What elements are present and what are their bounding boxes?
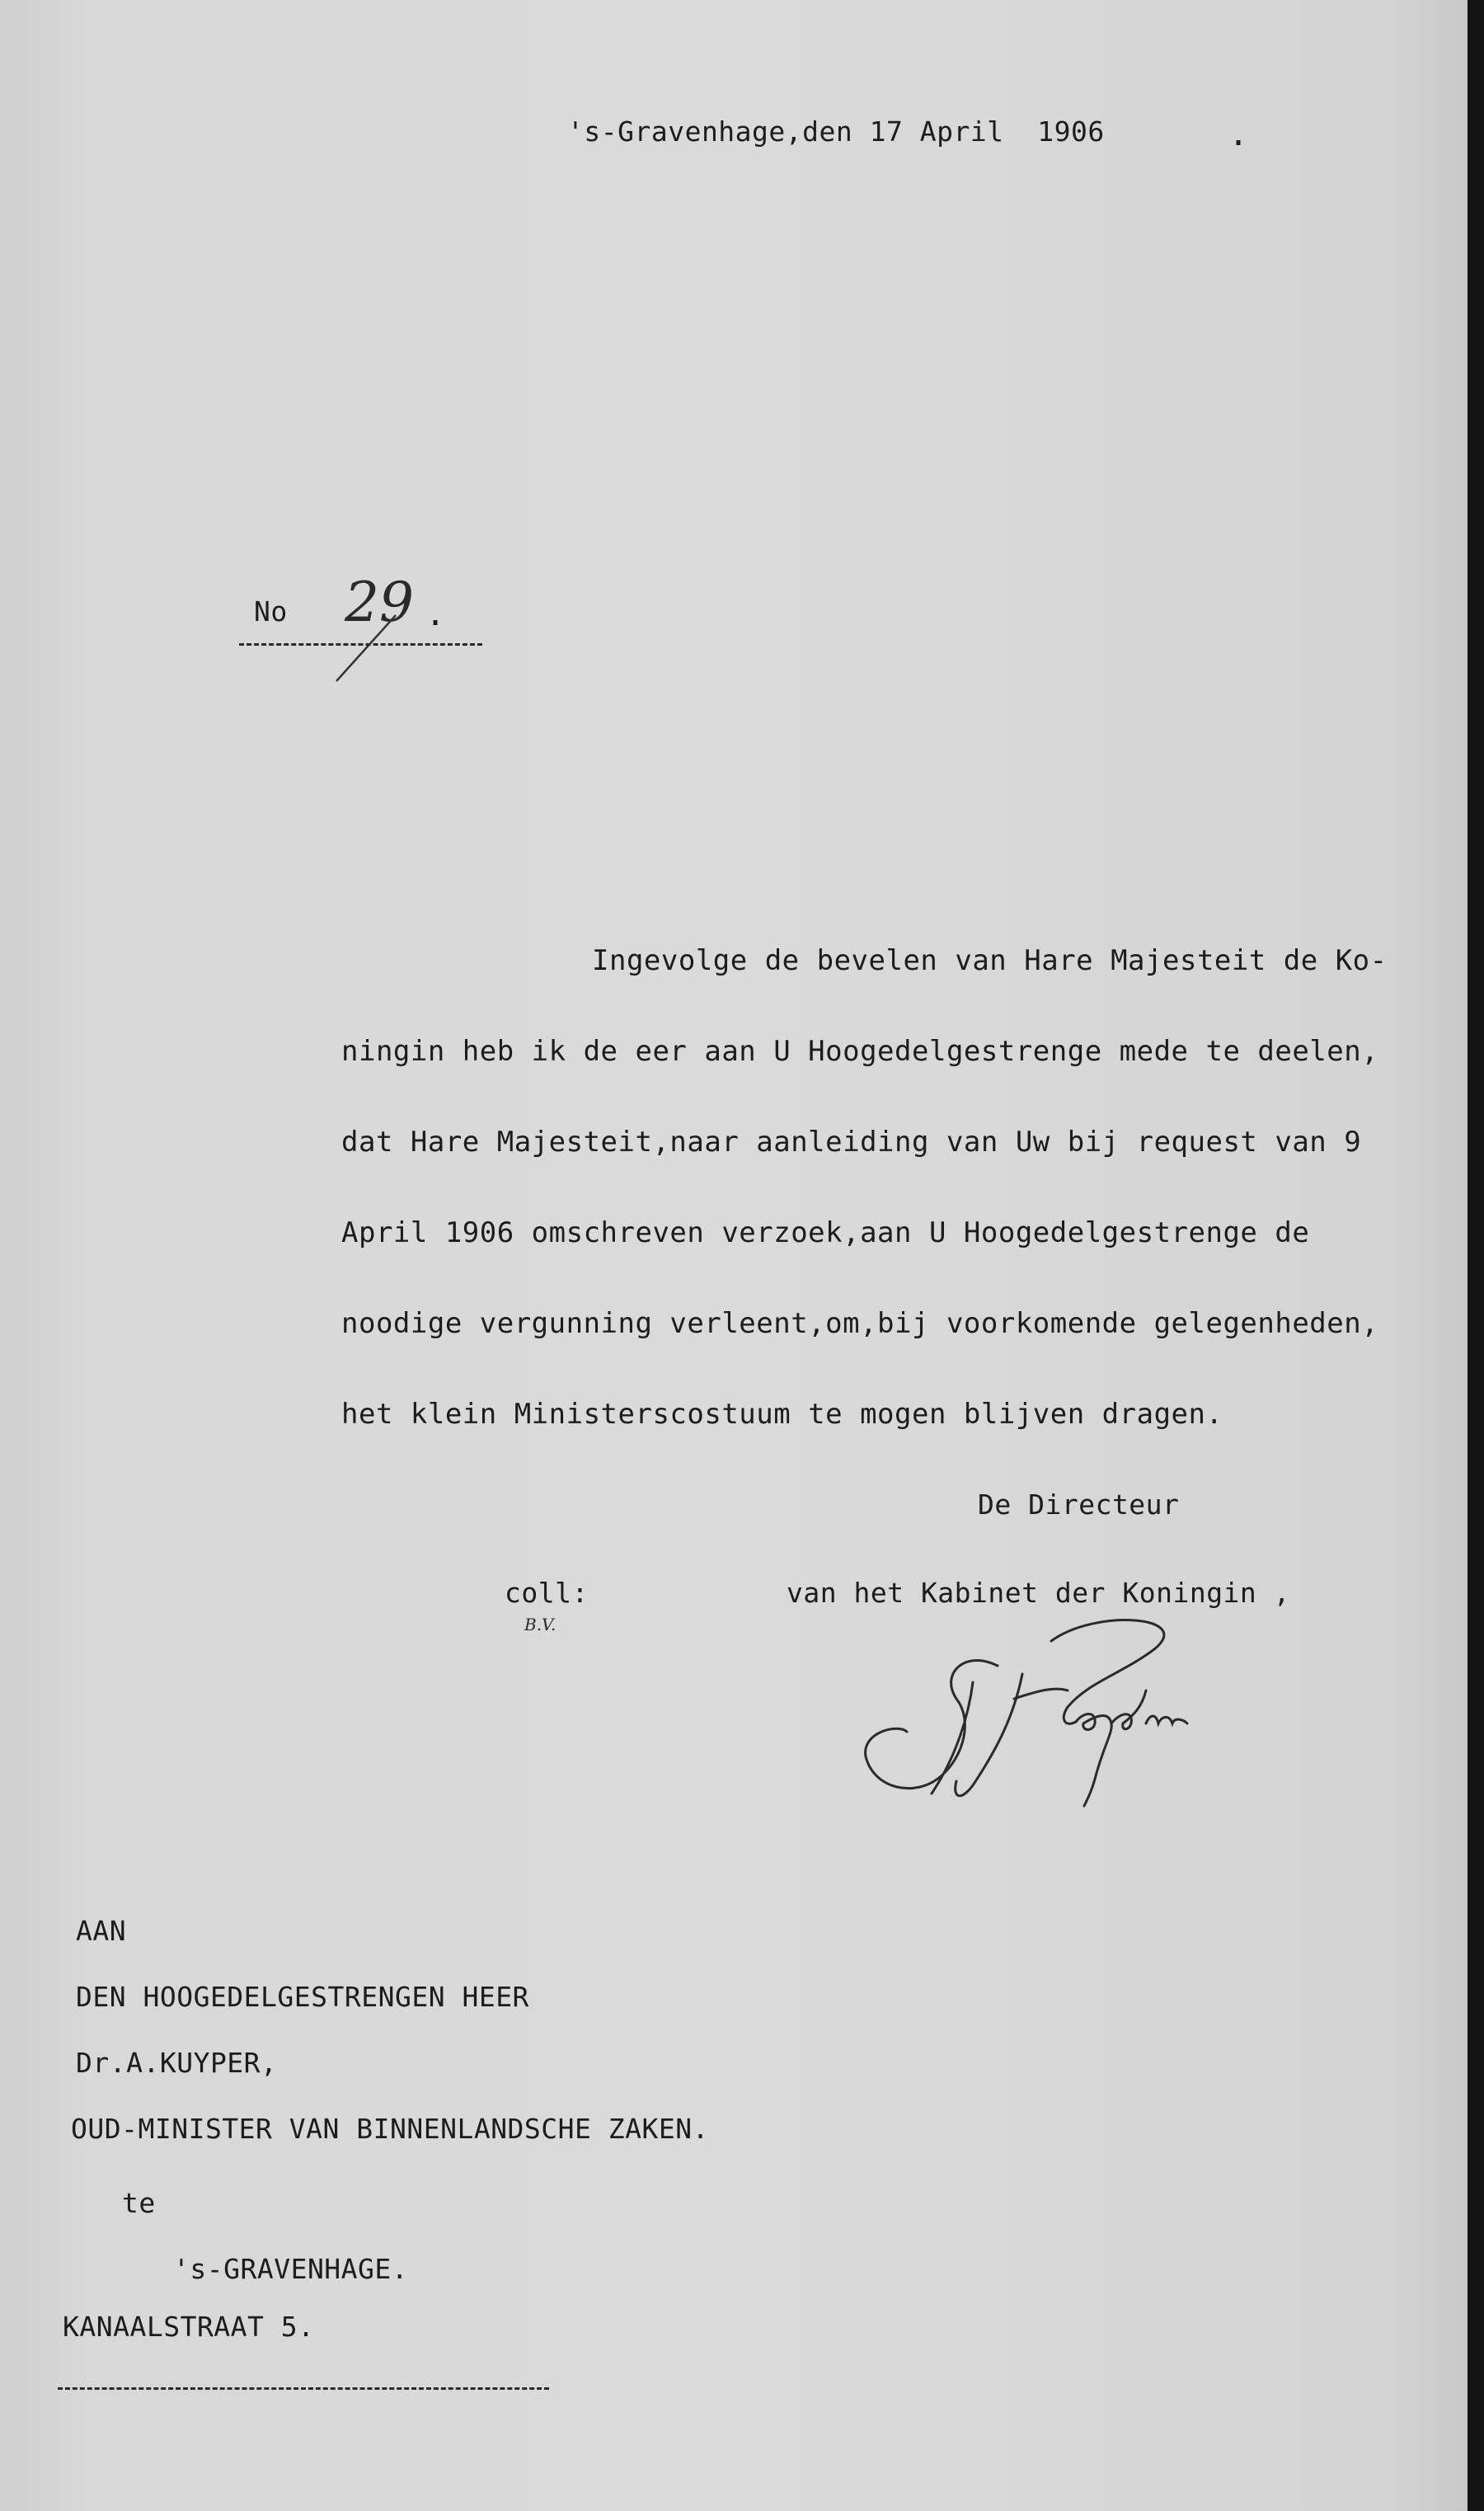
signature-title-2: van het Kabinet der Koningin , bbox=[787, 1577, 1291, 1609]
signature bbox=[849, 1608, 1195, 1839]
address-line-3: Dr.A.KUYPER, bbox=[76, 2047, 278, 2079]
address-line-1: AAN bbox=[76, 1915, 127, 1947]
number-slash-mark bbox=[330, 610, 404, 684]
body-line-6: het klein Ministerscostuum te mogen blijven dragen. bbox=[341, 1398, 1223, 1431]
body-line-5: noodige vergunning verleent,om,bij voorkomende gelegenheden, bbox=[341, 1307, 1379, 1340]
coll-initials: B.V. bbox=[524, 1615, 556, 1634]
body-line-3: dat Hare Majesteit,naar aanleiding van Uw bij request van 9 bbox=[341, 1126, 1362, 1159]
place-date: 's-Gravenhage,den 17 April 1906 bbox=[567, 115, 1105, 148]
page-edge bbox=[1468, 0, 1484, 2511]
coll-label: coll: bbox=[505, 1577, 589, 1609]
number-handwritten: 29 bbox=[345, 571, 414, 634]
number-dot: . bbox=[425, 595, 446, 633]
address-street: KANAALSTRAAT 5. bbox=[63, 2311, 315, 2343]
address-line-4: OUD-MINISTER VAN BINNENLANDSCHE ZAKEN. bbox=[71, 2113, 709, 2145]
number-label: No bbox=[254, 595, 288, 628]
address-underline bbox=[58, 2387, 549, 2390]
address-city: 's-GRAVENHAGE. bbox=[173, 2253, 409, 2285]
address-line-2: DEN HOOGEDELGESTRENGEN HEER bbox=[76, 1981, 529, 2013]
body-line-4: April 1906 omschreven verzoek,aan U Hoogedelgestrenge de bbox=[341, 1216, 1310, 1249]
body-line-2: ningin heb ik de eer aan U Hoogedelgestrenge mede te deelen, bbox=[341, 1035, 1379, 1068]
date-dot: . bbox=[1228, 115, 1249, 153]
address-te: te bbox=[122, 2187, 156, 2219]
signature-title-1: De Directeur bbox=[978, 1488, 1180, 1521]
body-line-1: Ingevolge de bevelen van Hare Majesteit de Ko- bbox=[592, 944, 1388, 977]
